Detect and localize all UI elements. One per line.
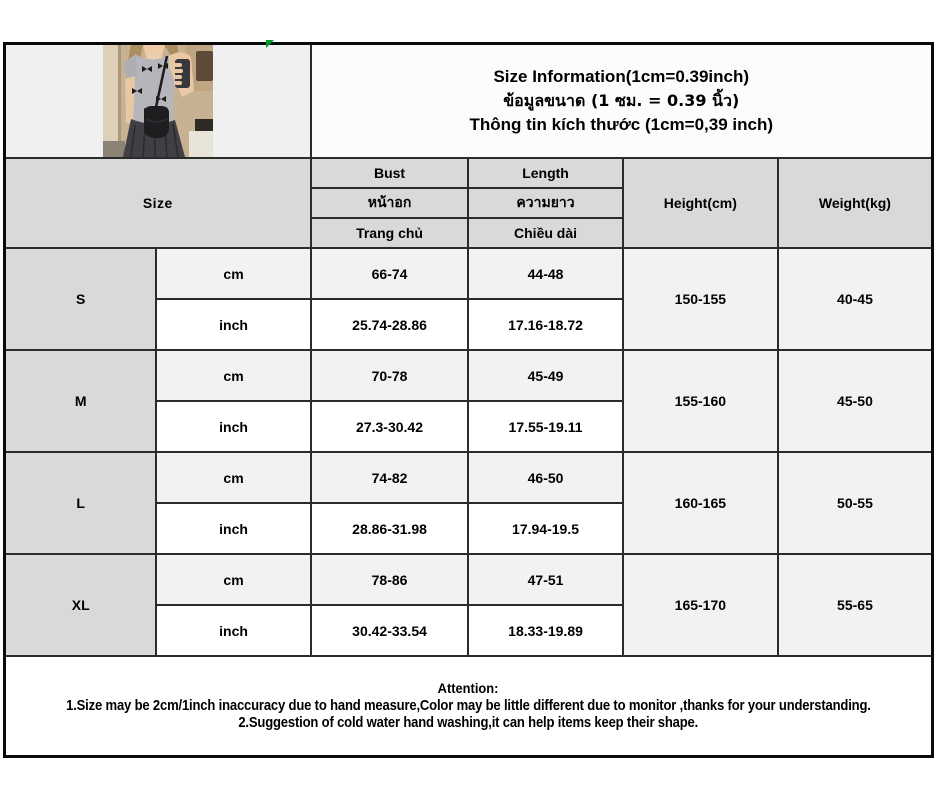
attention-note [5, 656, 933, 756]
length-inch-s: 17.16-18.72 [468, 299, 622, 350]
title-th: ข้อมูลขนาด (1 ซม. = 0.39 นิ้ว) [503, 91, 740, 110]
height-header: Height(cm) [623, 158, 778, 248]
unit-cm-m: cm [156, 350, 310, 401]
bust-header-vi: Trang chủ [311, 218, 469, 248]
size-column-header: Size [5, 158, 311, 248]
size-info-title [311, 44, 933, 159]
length-cm-s: 44-48 [468, 248, 622, 299]
length-inch-m: 17.55-19.11 [468, 401, 622, 452]
title-vi: Thông tin kích thước (1cm=0,39 inch) [469, 115, 774, 134]
mirror [196, 51, 213, 81]
size-label-m: M [5, 350, 157, 452]
unit-cm-xl: cm [156, 554, 310, 605]
height-m: 155-160 [623, 350, 778, 452]
title-en: Size Information(1cm=0.39inch) [493, 67, 750, 86]
excel-comment-flag-icon [266, 40, 274, 48]
height-s: 150-155 [623, 248, 778, 350]
height-l: 160-165 [623, 452, 778, 554]
length-cm-l: 46-50 [468, 452, 622, 503]
bust-cm-xl: 78-86 [311, 554, 469, 605]
weight-l: 50-55 [778, 452, 932, 554]
length-header-en: Length [468, 158, 622, 188]
attention-row [5, 656, 933, 756]
weight-xl: 55-65 [778, 554, 932, 656]
bust-cm-l: 74-82 [311, 452, 469, 503]
bust-cm-m: 70-78 [311, 350, 469, 401]
unit-inch-s: inch [156, 299, 310, 350]
unit-inch-m: inch [156, 401, 310, 452]
bust-inch-m: 27.3-30.42 [311, 401, 469, 452]
weight-header: Weight(kg) [778, 158, 932, 248]
row-l-cm [5, 452, 933, 503]
length-cm-xl: 47-51 [468, 554, 622, 605]
length-cm-m: 45-49 [468, 350, 622, 401]
size-label-s: S [5, 248, 157, 350]
unit-inch-l: inch [156, 503, 310, 554]
unit-cm-s: cm [156, 248, 310, 299]
attention-line-1: 1.Size may be 2cm/1inch inaccuracy due to hand measure,Color may be little different due to monitor ,thanks for your understanding. [66, 697, 871, 715]
length-inch-xl: 18.33-19.89 [468, 605, 622, 656]
length-header-th: ความยาว [468, 188, 622, 218]
unit-inch-xl: inch [156, 605, 310, 656]
weight-s: 40-45 [778, 248, 932, 350]
attention-line-2: 2.Suggestion of cold water hand washing,it can help items keep their shape. [238, 714, 699, 732]
weight-m: 45-50 [778, 350, 932, 452]
bust-inch-s: 25.74-28.86 [311, 299, 469, 350]
size-label-l: L [5, 452, 157, 554]
header-row-en [5, 158, 933, 188]
height-xl: 165-170 [623, 554, 778, 656]
product-photo [103, 45, 213, 157]
row-xl-cm [5, 554, 933, 605]
length-header-vi: Chiều dài [468, 218, 622, 248]
row-s-cm [5, 248, 933, 299]
unit-cm-l: cm [156, 452, 310, 503]
length-inch-l: 17.94-19.5 [468, 503, 622, 554]
bust-cm-s: 66-74 [311, 248, 469, 299]
bust-inch-xl: 30.42-33.54 [311, 605, 469, 656]
size-label-xl: XL [5, 554, 157, 656]
bust-inch-l: 28.86-31.98 [311, 503, 469, 554]
bust-header-th: หน้าอก [311, 188, 469, 218]
attention-title: Attention: [438, 680, 499, 697]
bust-header-en: Bust [311, 158, 469, 188]
size-table [3, 42, 934, 758]
product-photo-cell [5, 44, 311, 159]
row-m-cm [5, 350, 933, 401]
top-row [5, 44, 933, 159]
